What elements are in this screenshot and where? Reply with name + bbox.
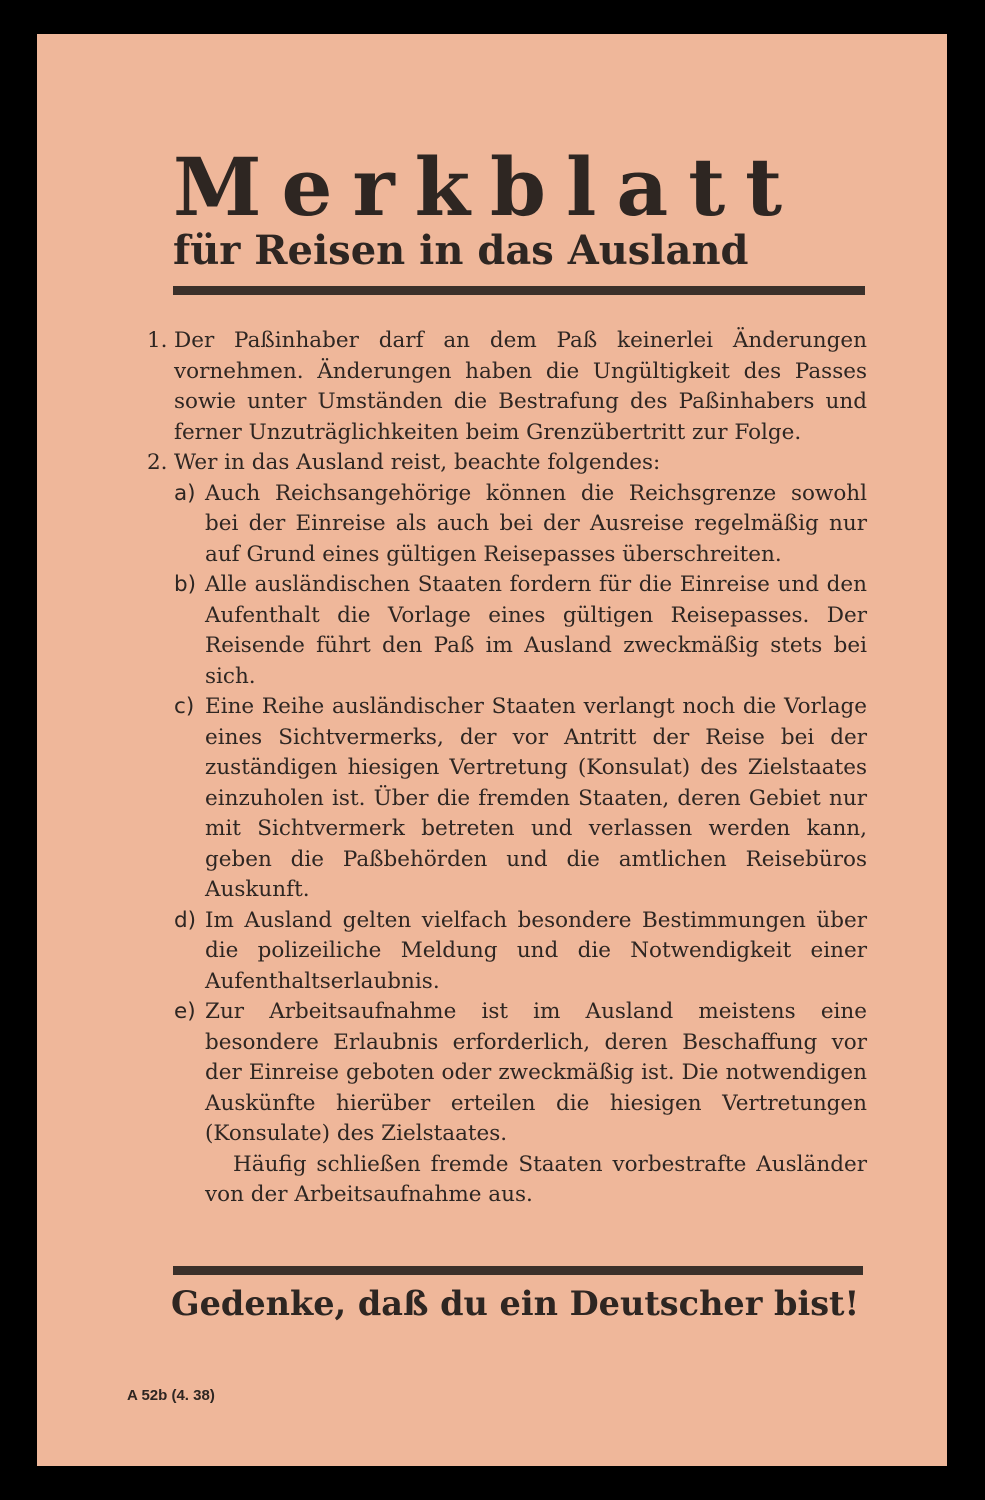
motto-text: Gedenke, daß du ein Deutscher bist! <box>171 1284 860 1323</box>
subitem-c <box>147 692 867 906</box>
subitem-text: Alle ausländischen Staaten fordern für die Einreise und den Aufenthalt die Vorlage eines gültigen Reisepasses. Der Reisende führt den Paß im Ausland zweckmäßig stets bei sich. <box>205 572 867 689</box>
item-number: 1. <box>147 328 168 353</box>
motto-rule <box>173 1266 863 1275</box>
closing-note: Häufig schließen fremde Staaten vorbestrafte Ausländer von der Arbeitsaufnahme aus. <box>205 1151 867 1207</box>
subitem-text: Im Ausland gelten vielfach besondere Bestimmungen über die polizeiliche Meldung und die Notwendigkeit einer Aufenthaltserlaubnis. <box>205 907 867 994</box>
subitem-b <box>147 570 867 692</box>
subitem-text: Auch Reichsangehörige können die Reichsgrenze sowohl bei der Einreise als auch bei der Ausreise regelmäßig nur auf Grund eines gültigen Reisepasses überschreiten. <box>205 480 867 567</box>
instruction-item-1 <box>147 326 867 448</box>
instruction-list <box>147 326 867 1211</box>
subitem-letter: e) <box>174 999 196 1024</box>
subitem-letter: d) <box>174 907 197 933</box>
leaflet-sheet <box>37 34 947 1466</box>
instruction-item-2 <box>147 448 867 479</box>
subitem-letter: a) <box>174 480 196 506</box>
document-subtitle: für Reisen in das Ausland <box>173 227 749 274</box>
form-code: A 52b (4. 38) <box>127 1387 215 1404</box>
item-text: Der Paßinhaber darf an dem Paß keinerlei Änderungen vornehmen. Änderungen haben die Ungültigkeit des Passes sowie unter Umständen die Bestrafung des Paßinhabers und ferner Unzuträglichkeiten beim Grenzübertritt zur Folge. <box>174 328 867 445</box>
item-number: 2. <box>147 450 168 475</box>
title-rule <box>173 286 865 295</box>
item-text: Wer in das Ausland reist, beachte folgendes: <box>174 450 661 475</box>
document-title: Merkblatt <box>173 140 803 234</box>
subitem-letter: c) <box>174 694 195 719</box>
subitem-d <box>147 906 867 998</box>
subitem-text: Zur Arbeitsaufnahme ist im Ausland meistens eine besondere Erlaubnis erforderlich, deren Beschaffung vor der Einreise geboten oder zweckmäßig ist. Die notwendigen Auskünfte hierüber erteilen die hiesigen Vertretungen (Konsulate) des Zielstaates. <box>205 999 867 1146</box>
subitem-a <box>147 479 867 571</box>
subitem-e <box>147 997 867 1150</box>
subitem-letter: b) <box>174 572 197 597</box>
subitem-text: Eine Reihe ausländischer Staaten verlangt noch die Vorlage eines Sichtvermerks, der vor Antritt der Reise bei der zuständigen hiesigen Vertretung (Konsulat) des Zielstaates einzuholen ist. Über die fremden Staaten, deren Gebiet nur mit Sichtvermerk betreten und verlassen werden kann, geben die Paßbehörden und die amtlichen Reisebüros Auskunft. <box>205 694 867 902</box>
